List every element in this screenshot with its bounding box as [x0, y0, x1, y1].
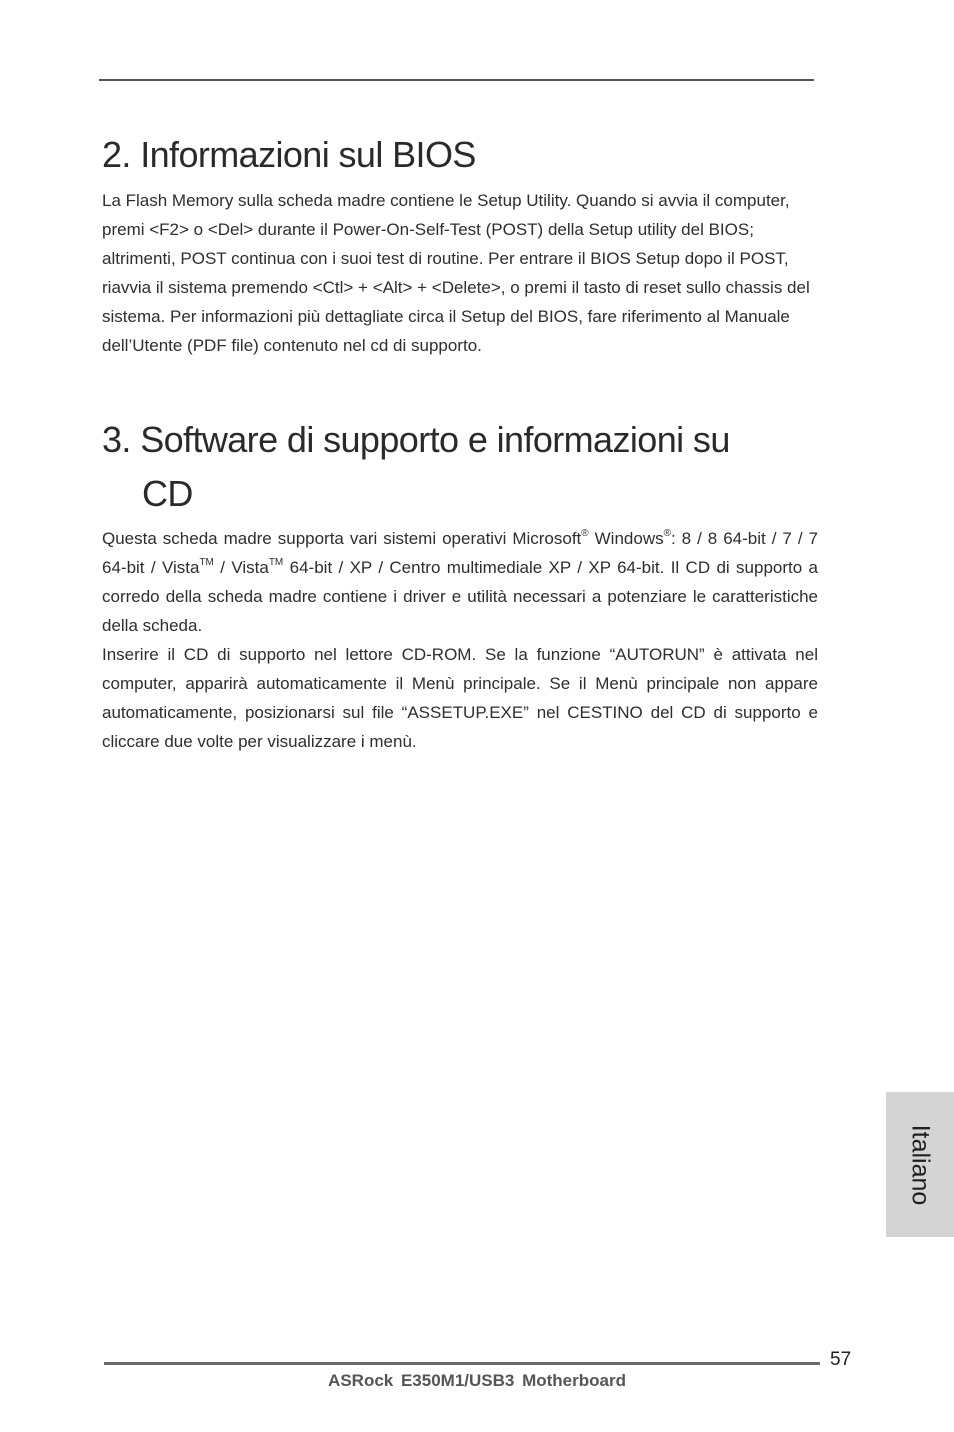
os-text-2: Windows: [588, 529, 664, 548]
language-tab-label: Italiano: [906, 1124, 935, 1205]
registered-mark: ®: [581, 528, 589, 540]
os-text-1: Questa scheda madre supporta vari sistemi operativi Microsoft: [102, 529, 582, 548]
page-number: 57: [830, 1349, 852, 1370]
trademark-mark: TM: [199, 557, 214, 569]
footer-product-name: ASRock E350M1/USB3 Motherboard: [328, 1371, 626, 1390]
top-divider: [99, 79, 814, 81]
cd-section-paragraph-2: Inserire il CD di supporto nel lettore CD-ROM. Se la funzione “AUTORUN” è attivata nel computer, apparirà automaticamente il Menù principale. Se il Menù principale non appare automaticamente, posizionarsi sul file “ASSETUP.EXE” nel CESTINO del CD di supporto e cliccare due volte per visualizzare i menù.: [102, 645, 818, 751]
os-text-3: : 8 / 8 64-bit / 7 / 7 64-bit / Vista: [102, 529, 818, 577]
cd-heading-line2: CD: [142, 473, 193, 514]
os-text-5: 64-bit / XP / Centro multimediale XP / XP 64-bit. Il CD di supporto a corredo della scheda madre contiene i driver e utilità necessari a potenziare le caratteristiche della scheda.: [102, 558, 819, 635]
bottom-divider: [104, 1362, 820, 1365]
cd-section-paragraph-1: [102, 524, 818, 640]
bios-section-body: La Flash Memory sulla scheda madre contiene le Setup Utility. Quando si avvia il computer, premi <F2> o <Del> durante il Power-On-Self-Test (POST) della Setup utility del BIOS; altrimenti, POST continua con i suoi test di routine. Per entrare il BIOS Setup dopo il POST, riavvia il sistema premendo <Ctl> + <Alt> + <Delete>, o premi il tasto di reset sullo chassis del sistema. Per informazioni più dettagliate circa il Setup del BIOS, fare riferimento al Manuale dell’Utente (PDF file) contenuto nel cd di supporto.: [102, 191, 810, 355]
os-text-4: / Vista: [213, 558, 269, 577]
trademark-mark: TM: [268, 557, 284, 569]
bios-section-heading: 2. Informazioni sul BIOS: [102, 134, 476, 175]
cd-section-heading: [102, 413, 730, 521]
cd-heading-line1: 3. Software di supporto e informazioni su: [102, 419, 730, 460]
registered-mark: ®: [663, 528, 671, 540]
language-side-tab: [886, 1092, 954, 1237]
